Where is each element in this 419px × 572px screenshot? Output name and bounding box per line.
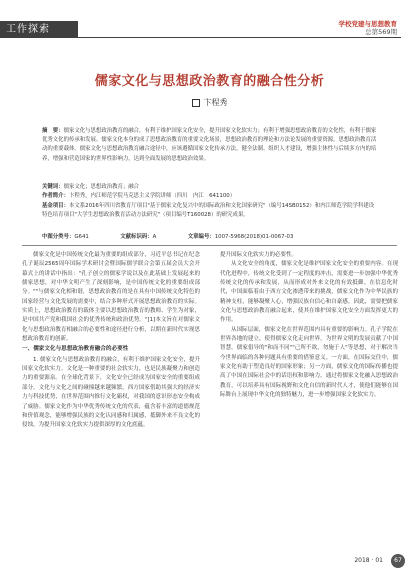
abstract-label: 摘 要： bbox=[42, 128, 64, 134]
article-author bbox=[0, 97, 419, 108]
article-title: 儒家文化与思想政治教育的融合性分析 bbox=[94, 74, 325, 89]
author-intro-label: 作者简介： bbox=[42, 193, 69, 199]
fund bbox=[42, 202, 378, 220]
issue-number: 总第569期 bbox=[365, 28, 397, 36]
author-name: 卞程秀 bbox=[203, 98, 228, 107]
body-paragraph: 从文化安全的角度，儒家文化是维护国家文化安全的重要内容。在现代化进程中，传统文化受到了一定程度的冲击，需要进一步加强中华优秀传统文化的传承和发展，从而形成对外来文化的有效抵御。在信息化时代，中国面临着由于西方文化渗透带来的挑战，儒家文化作为中华民族的精神支柱，能够凝聚人心，增强民族自信心和自豪感。因此，需要把儒家文化与思想政治教育融合起来，使其在维护国家文化安全方面发挥更大的作用。 bbox=[220, 261, 398, 324]
meta-divider bbox=[22, 245, 397, 246]
body-paragraph: 提升国际文化软实力的必要性。 bbox=[220, 252, 298, 258]
author-intro bbox=[42, 192, 378, 201]
body-paragraph: 1. 儒家文化与思想政治教育的融合，有利于维护国家文化安全，提升国家文化软实力。文化是一种重要的社会软实力，也是民族凝聚力和创造力的重要源泉。在全球化背景下，文化安全已经成为国家安全的重要组成部分。文化与文化之间的碰撞越来越频繁，西方国家借助其强大的经济实力与科技优势，在世界范围内推行文化霸权，对我国的意识形态安全构成了威胁。儒家文化作为中华优秀传统文化的代表，蕴含着丰富的道德规范和价值观念，能够增强民族的文化认同感和归属感，抵御外来不良文化的侵蚀，为提升国家文化软实力提供深厚的文化底蕴。 bbox=[22, 356, 200, 429]
doc-label: 文献标识码： bbox=[120, 234, 153, 240]
author-intro-text: 卞程秀，内江师范学院马克思主义学院讲师（四川 内江 641100） bbox=[68, 193, 236, 199]
section-tag: 工作探索 bbox=[0, 21, 78, 38]
fund-label: 基金项目： bbox=[42, 203, 69, 209]
body-paragraph: 儒家文化是中国传统文化最为重要的组成部分，习近平总书记在纪念孔子诞辰2565周年国际学术研讨会暨国际儒学联合会第五届会员大会开幕式上的讲话中指出："孔子创立的儒家学说以及在此基础上发展起来的儒家思想，对中华文明产生了深刻影响，是中国传统文化的重要组成部分。""与儒家文化相和谐，思想政治教育的是在具有中国传统文化特色的国家经营与文化发展的需要中，结合多种形式开展思想政治教育的实际。实质上，思想政治教育的载体主要以思想政治教育的教师、学生为对象，是中国共产党和我国社会的优秀传统和政治优势。"[1]本文旨在对儒家文化与思想政治教育相融合的必要性和途径进行分析，以期在新时代实现思想政治教育的创新。 bbox=[22, 252, 200, 343]
body-paragraph: 从国际层面，儒家文化在世界范围内具有重要的影响力。孔子学院在世界各地的建立，使得儒家文化走向世界，为世界文明的发展贡献了中国智慧。儒家倡导的"和而不同""己所不欲，勿施于人"等思想，对于解决当今世界面临的各种问题具有重要的借鉴意义。一方面，在国际交往中，儒家文化有助于塑造良好的国家形象；另一方面，儒家文化的国际传播也提高了中国在国际社会中的话语权和影响力。通过将儒家文化融入思想政治教育，可以培养具有国际视野和文化自信的新时代人才，使他们能够在国际舞台上展现中华文化的独特魅力，进一步增强国家文化软实力。 bbox=[220, 326, 398, 399]
author-box-icon bbox=[192, 99, 200, 107]
header-rule bbox=[72, 37, 401, 38]
keywords-label: 关键词： bbox=[42, 184, 64, 190]
abstract bbox=[42, 127, 378, 164]
keywords-text: 儒家文化；思想政治教育；融合 bbox=[63, 184, 140, 190]
footer-date: 2018 · 01 bbox=[354, 557, 383, 564]
journal-name: 学校党建与思想教育 bbox=[338, 20, 397, 28]
fund-text: 本文系2016年四川省教育厅项目"基于儒家文化复兴中的国际政治和文化国家研究"（编号14SB0152）和内江师范学院学科建设特色培育项目"大学生思想政治教育活动方法研究"（项目编号T160028）的研究成果。 bbox=[42, 203, 375, 219]
clc-value: G641 bbox=[74, 234, 89, 240]
body-right-column bbox=[220, 251, 398, 401]
clc-label: 中图分类号： bbox=[42, 234, 75, 240]
classification-line bbox=[42, 233, 378, 242]
doc-value: A bbox=[152, 234, 157, 240]
page-number: 67 bbox=[391, 554, 405, 568]
body-left-column bbox=[22, 251, 200, 431]
page-footer bbox=[354, 554, 405, 568]
article-no-value: 1007-5968(2018)01-0067-03 bbox=[214, 234, 294, 240]
journal-brand bbox=[339, 20, 398, 36]
abstract-text: 儒家文化与思想政治教育的融合，有利于维护国家文化安全，提升国家文化软实力；有利于增强思想政治教育的文化性，有利于儒家优秀文化的传承和发展。儒家文化本身的成了思想政治教育的重要文化场景，思想政治教育的理论和方法论发展的重要资源，思想政治教育活动的重要载体。儒家文化与思想政治教育融合途径中，应该遵循国家文化传承方法，健全法制、组织人才建设，增强主体性与后续多方内的培养，增强和营造国家的世界性影响力，达到全面发展的思想政治效果。 bbox=[42, 128, 377, 162]
article-no-label: 文章编号： bbox=[187, 234, 215, 240]
keywords bbox=[42, 183, 378, 192]
section-heading: 一、儒家文化与思想政治教育融合的必要性 bbox=[22, 346, 129, 353]
